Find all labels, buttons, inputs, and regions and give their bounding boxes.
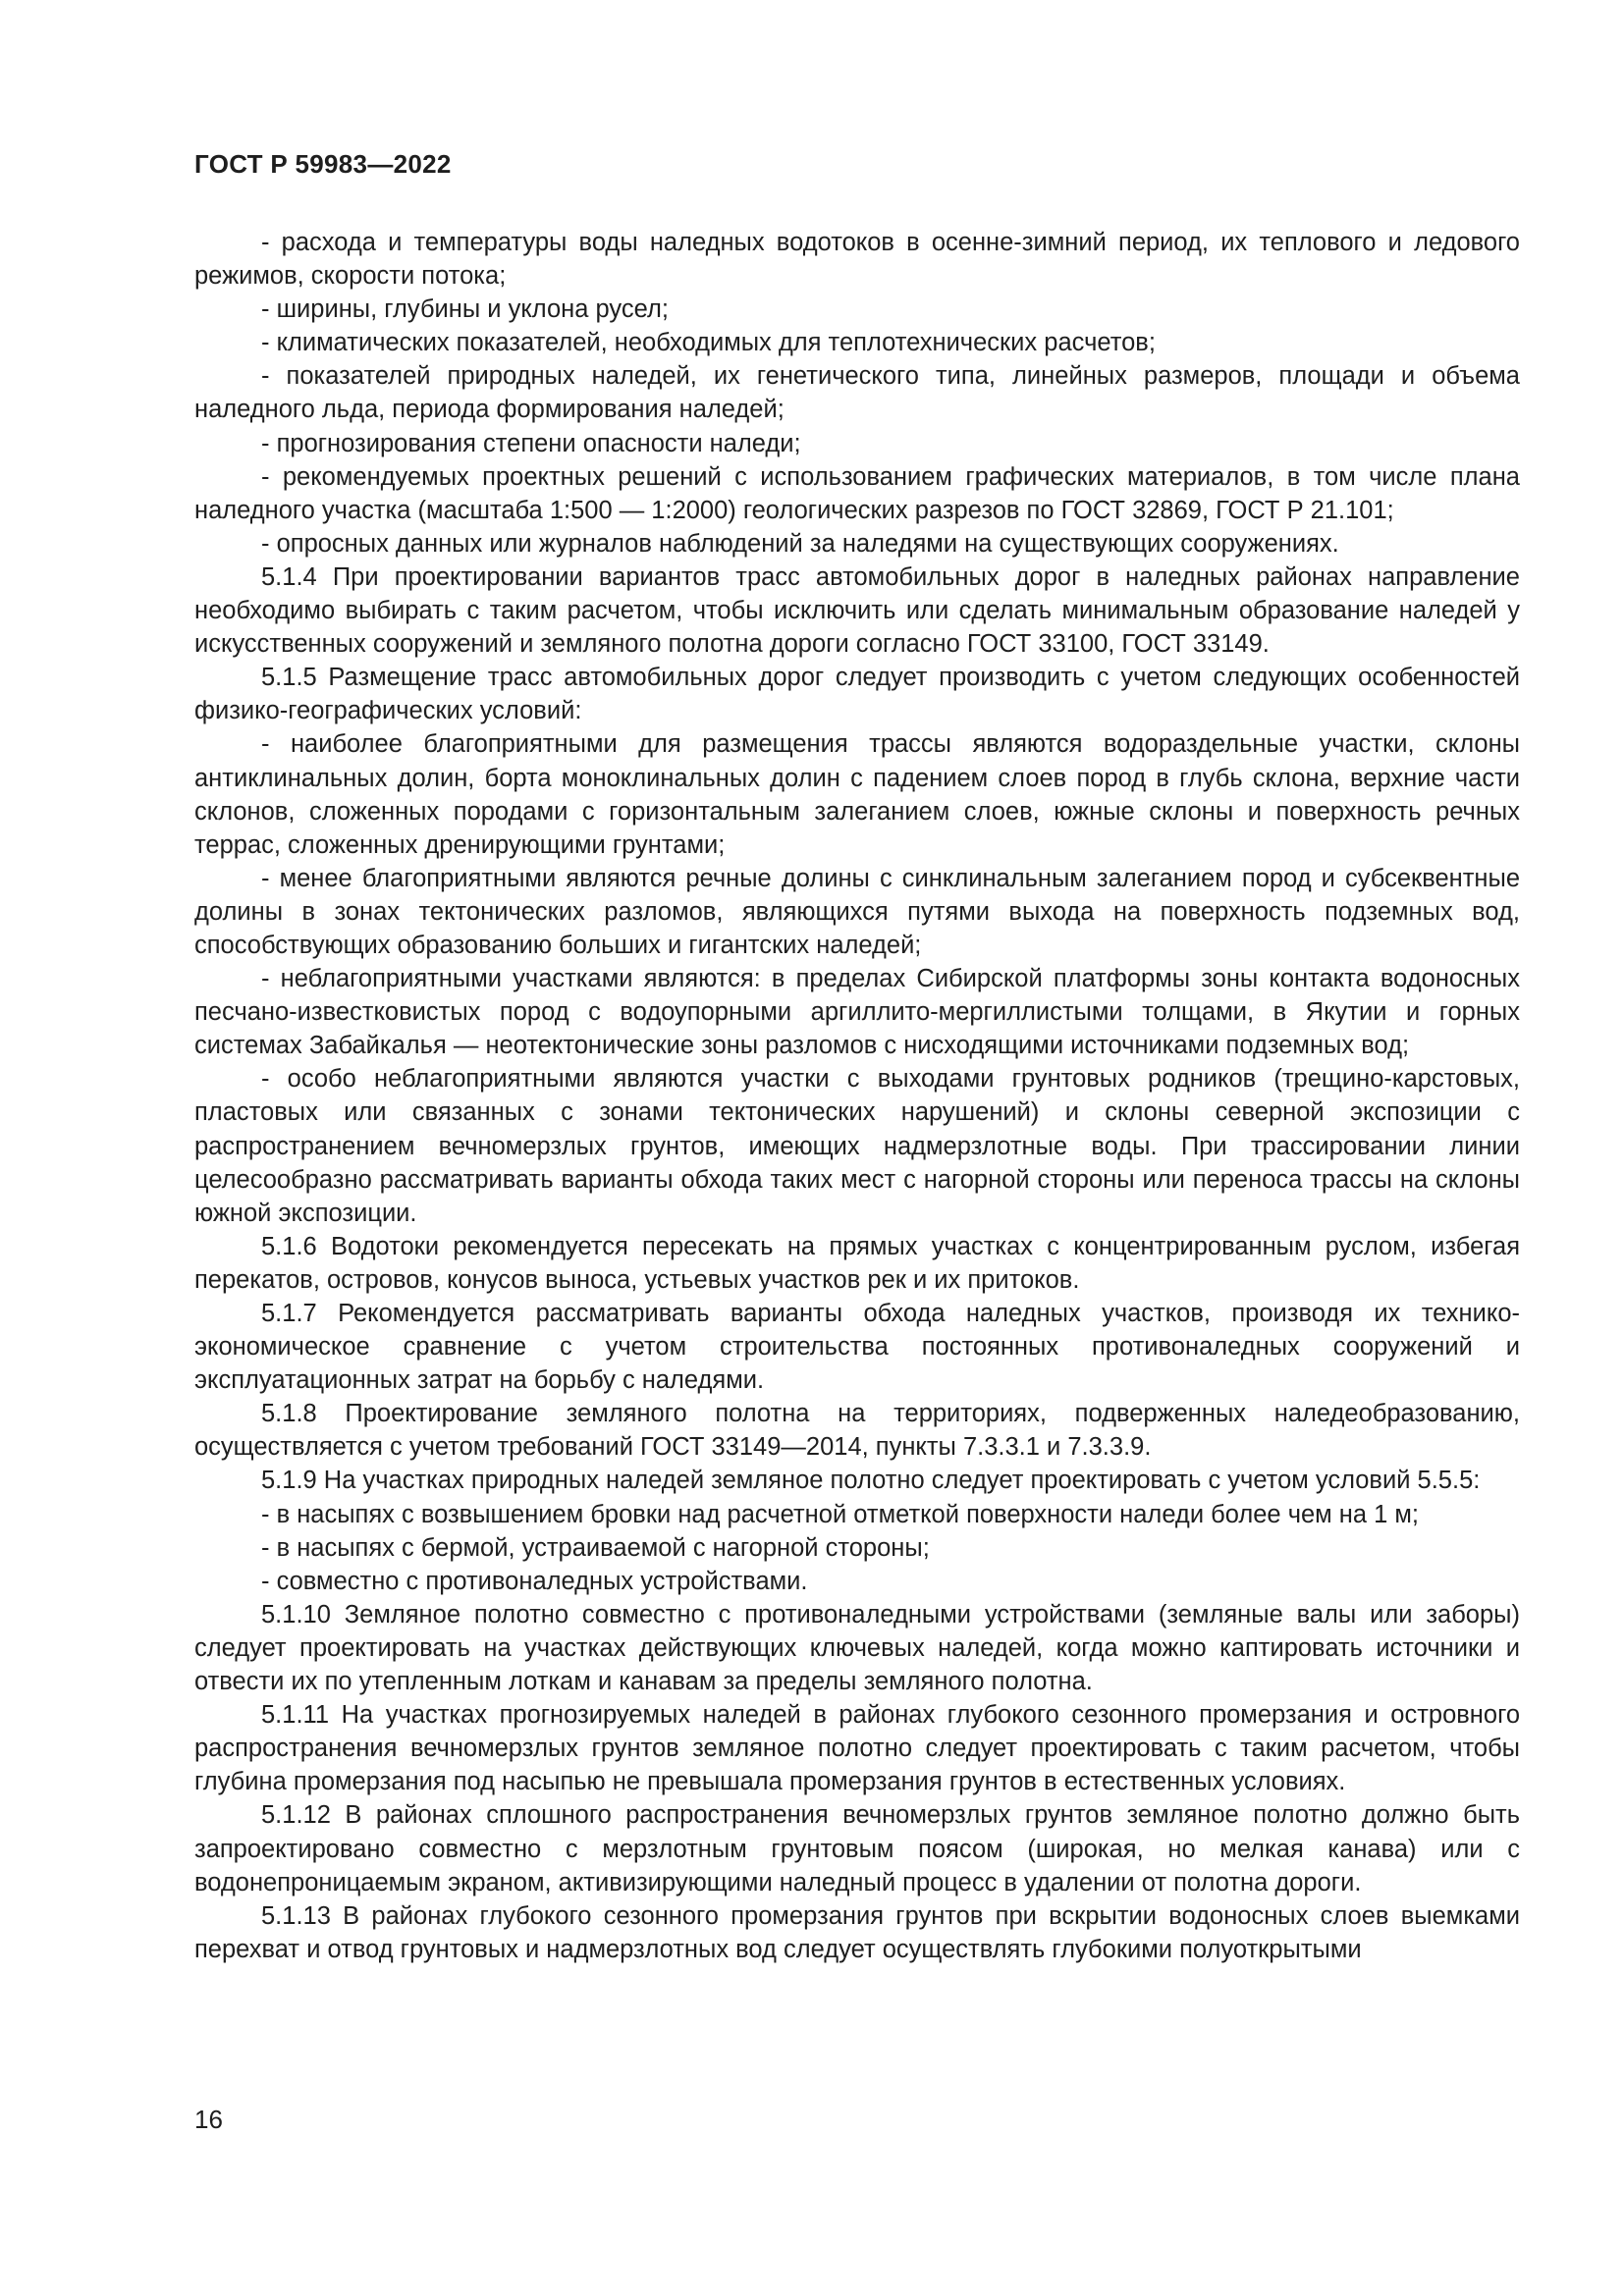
clause-5-1-11: 5.1.11 На участках прогнозируемых наледей в районах глубокого сезонного промерзания и островного распространения вечномерзлых грунтов земляное полотно следует проектировать с таким расчетом, чтобы глубина промерзания под насыпью не превышала промерзания грунтов в естественных условиях. [194,1701,1520,1796]
list-item: - в насыпях с возвышением бровки над расчетной отметкой поверхности наледи более чем на 1 м; [261,1500,1420,1528]
clause-5-1-7: 5.1.7 Рекомендуется рассматривать варианты обхода наледных участков, производя их технико-экономическое сравнение с учетом строительства постоянных противоналедных сооружений и эксплуатационных затрат на борьбу с наледями. [194,1300,1520,1395]
clause-5-1-10: 5.1.10 Земляное полотно совместно с противоналедными устройствами (земляные валы или заборы) следует проектировать на участках действующих ключевых наледей, когда можно каптировать источники и отвести их по утепленным лоткам и канавам за пределы земляного полотна. [194,1600,1520,1696]
clause-5-1-6: 5.1.6 Водотоки рекомендуется пересекать на прямых участках с концентрированным руслом, избегая перекатов, островов, конусов выноса, устьевых участков рек и их притоков. [194,1232,1520,1294]
list-item: - особо неблагоприятными являются участки с выходами грунтовых родников (трещино-карстовых, пластовых или связанных с зонами тектонических нарушений) и склоны северной экспозиции с распространением вечномерзлых грунтов, имеющих надмерзлотные воды. При трассировании линии целесообразно рассматривать варианты обхода таких мест с нагорной стороны или переноса трассы на склоны южной экспозиции. [194,1065,1520,1227]
clause-5-1-5: 5.1.5 Размещение трасс автомобильных дорог следует производить с учетом следующих особенностей физико-географических условий: [194,664,1520,725]
list-item: - наиболее благоприятными для размещения трассы являются водораздельные участки, склоны антиклинальных долин, борта моноклинальных долин с падением слоев пород в глубь склона, верхние части склонов, сложенных породами с горизонтальным залеганием слоев, южные склоны и поверхность речных террас, сложенных дренирующими грунтами; [194,730,1520,859]
list-item: - климатических показателей, необходимых для теплотехнических расчетов; [261,329,1156,357]
page-number: 16 [194,2105,223,2134]
list-item: - прогнозирования степени опасности наледи; [261,429,801,457]
list-item: - менее благоприятными являются речные долины с синклинальным залеганием пород и субсеквентные долины в зонах тектонических разломов, являющихся путями выхода на поверхность подземных вод, способствующих образованию больших и гигантских наледей; [194,864,1520,959]
clause-5-1-12: 5.1.12 В районах сплошного распространения вечномерзлых грунтов земляное полотно должно быть запроектировано совместно с мерзлотным грунтовым поясом (широкая, но мелкая канава) или с водонепроницаемым экраном, активизирующими наледный процесс в удалении от полотна дороги. [194,1801,1520,1896]
clause-5-1-4: 5.1.4 При проектировании вариантов трасс автомобильных дорог в наледных районах направление необходимо выбирать с таким расчетом, чтобы исключить или сделать минимальным образование наледей у искусственных сооружений и земляного полотна дороги согласно ГОСТ 33100, ГОСТ 33149. [194,562,1520,659]
body-text [194,226,1520,1966]
clause-5-1-13: 5.1.13 В районах глубокого сезонного промерзания грунтов при вскрытии водоносных слоев выемками перехват и отвод грунтовых и надмерзлотных вод следует осуществлять глубокими полуоткрытыми [194,1901,1520,1963]
list-item: - показателей природных наледей, их генетического типа, линейных размеров, площади и объема наледного льда, периода формирования наледей; [194,362,1520,424]
list-item: - рекомендуемых проектных решений с использованием графических материалов, в том числе плана наледного участка (масштаба 1:500 — 1:2000) геологических разрезов по ГОСТ 32869, ГОСТ Р 21.101; [194,462,1520,524]
list-item: - неблагоприятными участками являются: в пределах Сибирской платформы зоны контакта водоносных песчано-известковистых пород с водоупорными аргиллито-мергиллистыми толщами, в Якутии и горных системах Забайкалья — неотектонические зоны разломов с нисходящими источниками подземных вод; [194,965,1520,1060]
standard-header: ГОСТ Р 59983—2022 [194,149,452,179]
list-item: - ширины, глубины и уклона русел; [261,295,669,324]
clause-5-1-9: 5.1.9 На участках природных наледей земляное полотно следует проектировать с учетом условий 5.5.5: [261,1467,1481,1495]
list-item: - расхода и температуры воды наледных водотоков в осенне-зимний период, их теплового и ледового режимов, скорости потока; [194,229,1520,291]
list-item: - опросных данных или журналов наблюдений за наледями на существующих сооружениях. [261,529,1339,558]
clause-5-1-8: 5.1.8 Проектирование земляного полотна на территориях, подверженных наледеобразованию, осуществляется с учетом требований ГОСТ 33149—2014, пункты 7.3.3.1 и 7.3.3.9. [194,1400,1520,1462]
list-item: - совместно с противоналедных устройствами. [261,1567,808,1595]
list-item: - в насыпях с бермой, устраиваемой с нагорной стороны; [261,1533,930,1562]
